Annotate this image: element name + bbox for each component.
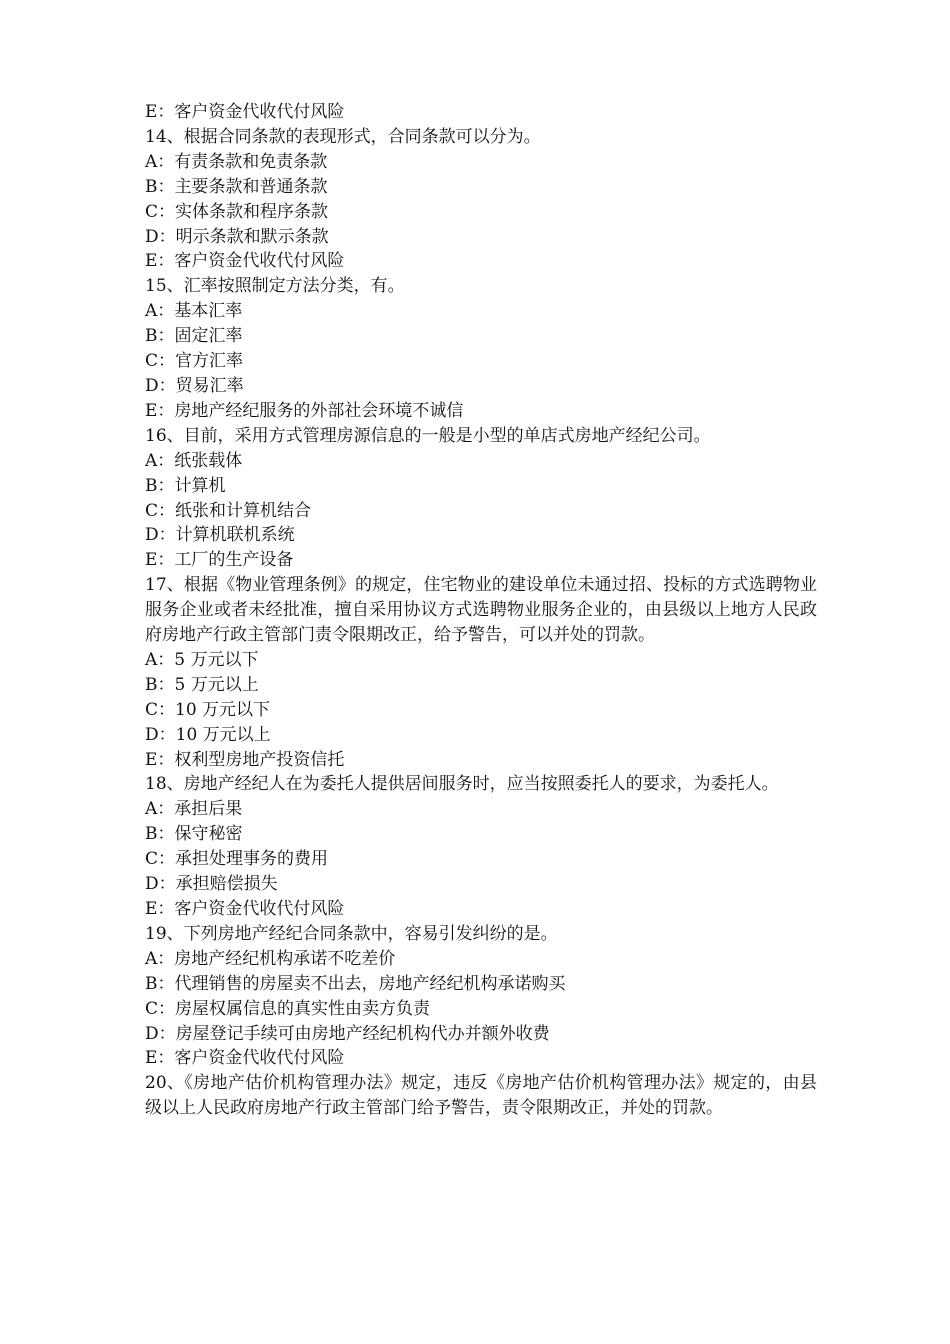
option-line: B：5 万元以上 — [145, 674, 259, 695]
option-line: D：10 万元以上 — [145, 724, 271, 745]
option-line: E：客户资金代收代付风险 — [145, 251, 345, 272]
question-line: 20、《房地产估价机构管理办法》规定，违反《房地产估价机构管理办法》规定的，由县级以上人民政府房地产行政主管部门给予警告，责令限期改正，并处的罚款。 — [145, 1073, 817, 1119]
option-line: B：固定汇率 — [145, 326, 243, 347]
question-line: 19、下列房地产经纪合同条款中，容易引发纠纷的是。 — [145, 923, 558, 944]
option-line: A：有责条款和免责条款 — [145, 151, 328, 172]
option-line: D：贸易汇率 — [145, 375, 244, 396]
option-line: D：承担赔偿损失 — [145, 874, 278, 895]
question-line: 18、房地产经纪人在为委托人提供居间服务时，应当按照委托人的要求，为委托人。 — [145, 774, 779, 795]
option-line: C：承担处理事务的费用 — [145, 849, 329, 870]
option-line: B：保守秘密 — [145, 824, 243, 845]
option-line: A：承担后果 — [145, 799, 243, 820]
option-line: C：房屋权属信息的真实性由卖方负责 — [145, 998, 431, 1019]
option-line: D：明示条款和默示条款 — [145, 226, 329, 247]
option-line: C：官方汇率 — [145, 351, 244, 372]
question-line: 14、根据合同条款的表现形式，合同条款可以分为。 — [145, 126, 541, 147]
option-line: E：房地产经纪服务的外部社会环境不诚信 — [145, 400, 464, 421]
option-line: B：计算机 — [145, 475, 226, 496]
option-line: A：纸张载体 — [145, 450, 243, 471]
option-line: D：计算机联机系统 — [145, 525, 295, 546]
option-line: C：纸张和计算机结合 — [145, 500, 312, 521]
option-line: B：代理销售的房屋卖不出去，房地产经纪机构承诺购买 — [145, 973, 566, 994]
option-line: B：主要条款和普通条款 — [145, 176, 328, 197]
document-body — [145, 100, 817, 1121]
option-line: C：10 万元以下 — [145, 699, 271, 720]
question-line: 17、根据《物业管理条例》的规定，住宅物业的建设单位未通过招、投标的方式选聘物业服务企业或者未经批准，擅自采用协议方式选聘物业服务企业的，由县级以上地方人民政府房地产行政主管部门责令限期改正，给予警告，可以并处的罚款。 — [145, 575, 817, 646]
option-line: A：房地产经纪机构承诺不吃差价 — [145, 948, 396, 969]
option-line: D：房屋登记手续可由房地产经纪机构代办并额外收费 — [145, 1023, 550, 1044]
option-line: E：客户资金代收代付风险 — [145, 102, 345, 122]
option-line: E：工厂的生产设备 — [145, 550, 294, 571]
option-line: A：基本汇率 — [145, 301, 243, 322]
option-line: E：客户资金代收代付风险 — [145, 899, 345, 919]
option-line: C：实体条款和程序条款 — [145, 201, 329, 222]
option-line: A：5 万元以下 — [145, 649, 259, 670]
option-line: E：客户资金代收代付风险 — [145, 1048, 345, 1069]
option-line: E：权利型房地产投资信托 — [145, 749, 345, 770]
question-line: 15、汇率按照制定方法分类，有。 — [145, 276, 405, 297]
question-line: 16、目前，采用方式管理房源信息的一般是小型的单店式房地产经纪公司。 — [145, 425, 711, 446]
